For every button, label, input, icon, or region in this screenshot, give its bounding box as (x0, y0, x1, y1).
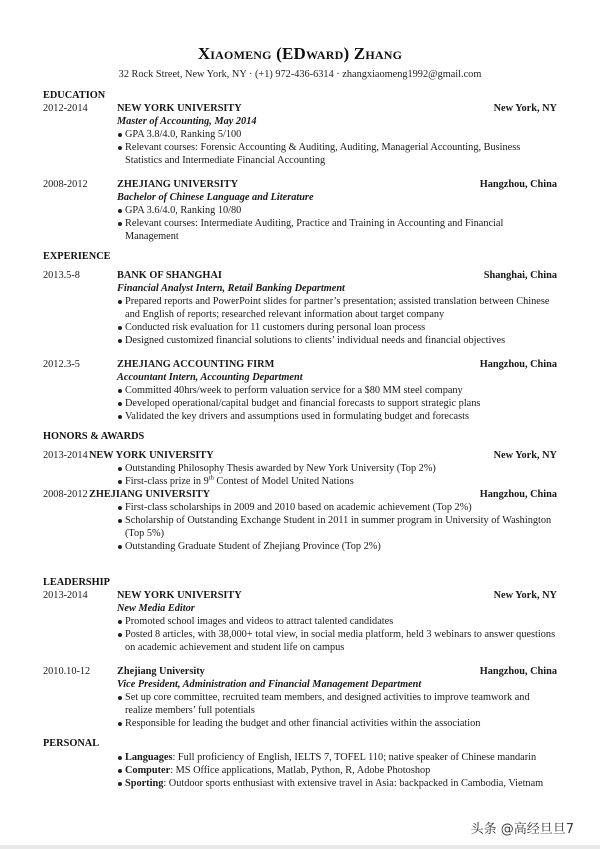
bullet-item (117, 777, 557, 790)
section-title: PERSONAL (43, 738, 100, 749)
entry-org: NEW YORK UNIVERSITY (117, 590, 242, 601)
entry-date: 2013.5-8 (43, 270, 80, 281)
entry-role: New Media Editor (117, 603, 195, 614)
bullet-item: First-class scholarships in 2009 and 2010 based on academic achievement (Top 2%) (117, 501, 557, 514)
entry-role: Financial Analyst Intern, Retail Banking Department (117, 283, 345, 294)
prize-text: Contest of Model United Nations (213, 476, 354, 487)
entry-role: Vice President, Administration and Financial Management Department (117, 679, 422, 690)
bullet-item: Scholarship of Outstanding Exchange Student in 2011 in summer program in University of Washington (Top 5%) (117, 514, 557, 540)
prize-text: First-class prize in 9 (125, 476, 209, 487)
bullet-item (117, 751, 557, 764)
entry-location: New York, NY (493, 590, 557, 601)
entry-org: Zhejiang University (117, 666, 205, 677)
section-title: LEADERSHIP (43, 577, 110, 588)
personal-entry (43, 751, 557, 790)
entry-date: 2012-2014 (43, 103, 88, 114)
entry-location: Hangzhou, China (479, 359, 557, 370)
ordinal-suffix: th (208, 474, 214, 482)
entry-date: 2010.10-12 (43, 666, 91, 677)
entry-role: Accountant Intern, Accounting Department (117, 372, 303, 383)
honors-entry (43, 449, 557, 488)
section-title: EDUCATION (43, 90, 106, 101)
honors-section (43, 430, 557, 553)
bullet-item: Prepared reports and PowerPoint slides for partner’s presentation; assisted translation between Chinese and English of reports; researched relevant information about target company (117, 295, 557, 321)
entry-date: 2008-2012 (43, 179, 88, 190)
entry-location: New York, NY (493, 103, 557, 114)
entry-location: Hangzhou, China (479, 666, 557, 677)
personal-section (43, 737, 557, 790)
bullet-item: Set up core committee, recruited team members, and designed activities to improve teamwork and realize members’ full potentials (117, 691, 557, 717)
bullet-item: Posted 8 articles, with 38,000+ total view, in social media platform, held 3 webinars to answer questions on academic achievement and student life on campus (117, 628, 557, 654)
entry-role: Master of Accounting, May 2014 (117, 116, 257, 127)
education-section (43, 89, 557, 243)
education-entry (43, 102, 557, 167)
honors-entry (43, 488, 557, 553)
entry-date: 2013-2014 (43, 590, 88, 601)
entry-location: Hangzhou, China (479, 489, 557, 500)
bullet-item: Conducted risk evaluation for 11 customers during personal loan process (117, 321, 557, 334)
bullet-item: Validated the key drivers and assumptions used in formulating budget and forecasts (117, 410, 557, 423)
bullet-item: Promoted school images and videos to attract talented candidates (117, 615, 557, 628)
candidate-name: Xiaomeng (EDward) Zhang (197, 44, 403, 63)
item-text: : Outdoor sports enthusiast with extensive travel in Asia: backpacked in Cambodia, Vietnam (163, 778, 544, 789)
item-text: : Full proficiency of English, IELTS 7, TOFEL 110; native speaker of Chinese mandarin (172, 752, 537, 763)
item-text: : MS Office applications, Matlab, Python, R, Adobe Photoshop (170, 765, 431, 776)
bullet-item (117, 764, 557, 777)
section-title: HONORS & AWARDS (43, 431, 145, 442)
bullet-item: Relevant courses: Forensic Accounting & Auditing, Auditing, Managerial Accounting, Business Statistics and Intermediate Financial Accounting (117, 141, 557, 167)
entry-date: 2012.3-5 (43, 359, 80, 370)
bullet-item: Outstanding Graduate Student of Zhejiang Province (Top 2%) (117, 540, 557, 553)
entry-org: ZHEJIANG UNIVERSITY (89, 489, 211, 500)
bullet-item: GPA 3.8/4.0, Ranking 5/100 (117, 128, 557, 141)
bullet-item (117, 475, 557, 488)
leadership-section (43, 576, 557, 730)
entry-date: 2008-2012 (43, 489, 88, 500)
entry-org: BANK OF SHANGHAI (117, 270, 222, 281)
entry-location: New York, NY (493, 450, 557, 461)
item-label: Sporting (125, 778, 164, 789)
bottom-divider (0, 845, 600, 849)
item-label: Languages (125, 752, 173, 763)
contact-line: 32 Rock Street, New York, NY · (+1) 972-436-6314 · zhangxiaomeng1992@gmail.com (118, 69, 482, 80)
item-label: Computer (125, 765, 171, 776)
education-entry (43, 178, 557, 243)
bullet-item: Responsible for leading the budget and other financial activities within the association (117, 717, 557, 730)
bullet-item: Relevant courses: Intermediate Auditing, Practice and Training in Accounting and Financial Management (117, 217, 557, 243)
entry-org: NEW YORK UNIVERSITY (89, 450, 214, 461)
section-title: EXPERIENCE (43, 251, 111, 262)
entry-role: Bachelor of Chinese Language and Literature (117, 192, 314, 203)
experience-entry (43, 358, 557, 423)
entry-org: NEW YORK UNIVERSITY (117, 103, 242, 114)
entry-date: 2013-2014 (43, 450, 88, 461)
leadership-entry (43, 665, 557, 730)
entry-org: ZHEJIANG ACCOUNTING FIRM (117, 359, 275, 370)
watermark-text: 头条 @高经旦旦7 (470, 822, 574, 837)
entry-org: ZHEJIANG UNIVERSITY (117, 179, 239, 190)
bullet-item: Committed 40hrs/week to perform valuation service for a $80 MM steel company (117, 384, 557, 397)
bullet-item: GPA 3.6/4.0, Ranking 10/80 (117, 204, 557, 217)
bullet-item: Outstanding Philosophy Thesis awarded by New York University (Top 2%) (117, 462, 557, 475)
bullet-item: Developed operational/capital budget and financial forecasts to support strategic plans (117, 397, 557, 410)
entry-location: Hangzhou, China (479, 179, 557, 190)
bullet-item: Designed customized financial solutions to clients’ individual needs and financial objectives (117, 334, 557, 347)
experience-section (43, 250, 557, 423)
experience-entry (43, 269, 557, 347)
entry-location: Shanghai, China (483, 270, 557, 281)
leadership-entry (43, 589, 557, 654)
